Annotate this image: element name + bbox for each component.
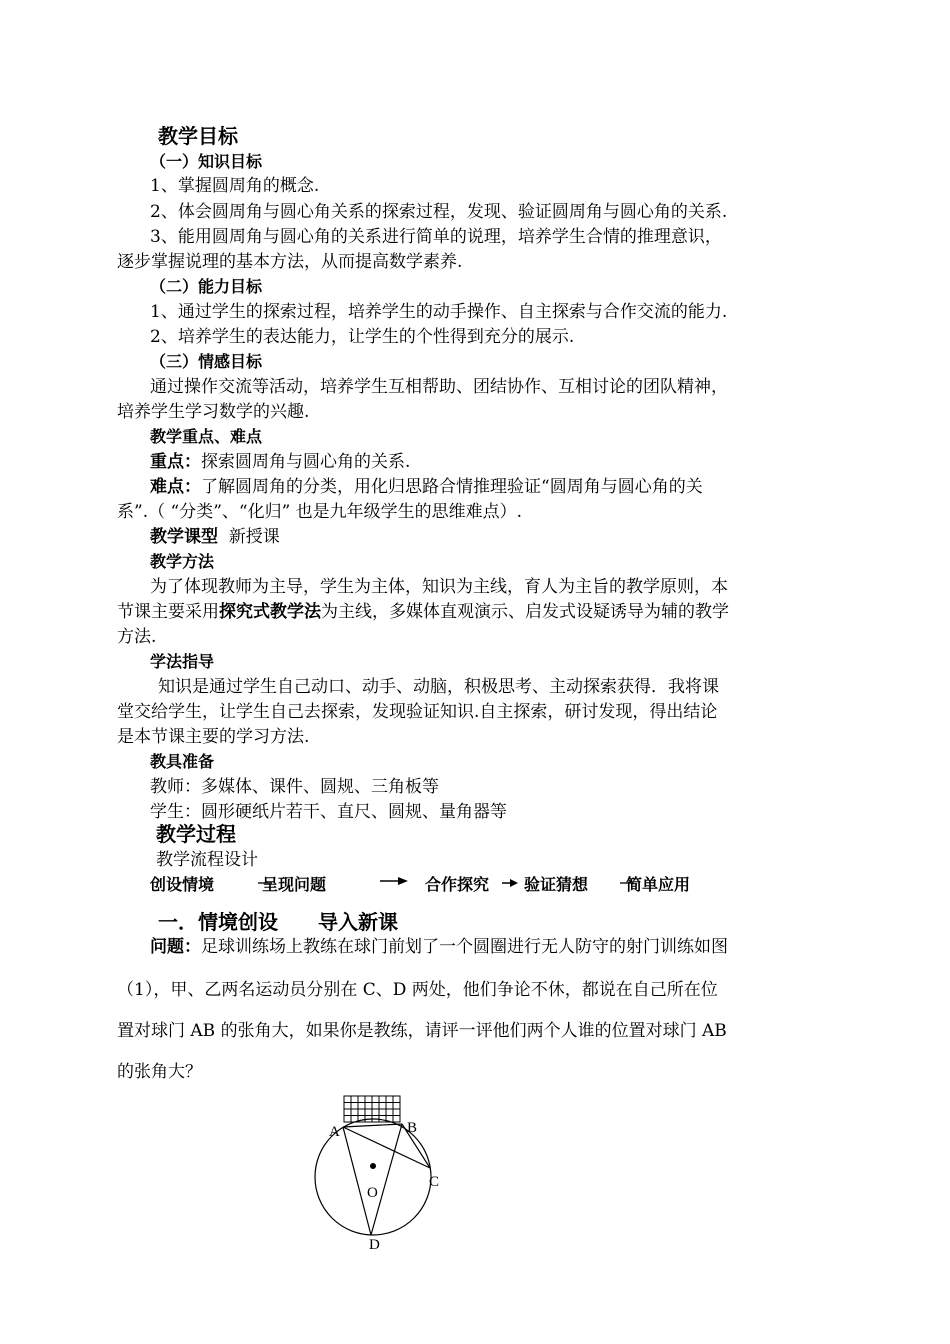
label-b: B [407,1120,418,1136]
knowledge-item-3b: 逐步掌握说理的基本方法，从而提高数学素养. [117,252,463,272]
center-dot [370,1163,376,1169]
flow-step-3: 合作探究 [425,875,490,894]
problem-label: 问题： [150,937,201,957]
label-a: A [329,1124,340,1140]
chord-ad [343,1127,371,1235]
flow-step-2: 呈现问题 [262,875,327,894]
flow-arrowhead-3 [510,879,518,887]
difficulty-label: 难点： [150,477,201,497]
label-o: O [367,1185,378,1201]
method-text-b-bold: 探究式教学法 [219,602,321,622]
lesson-type-value: 新授课 [228,527,280,547]
method-text-a: 为了体现教师为主导，学生为主体，知识为主线，育人为主旨的教学原则，本 [150,577,728,597]
problem-text-c: 置对球门 AB 的张角大，如果你是教练，请评一评他们两个人谁的位置对球门 AB [117,1021,727,1041]
ability-item-1: 1、通过学生的探索过程，培养学生的动手操作、自主探索与合作交流的能力. [150,302,728,322]
ability-item-2: 2、培养学生的表达能力，让学生的个性得到充分的展示. [150,327,575,347]
method-text-b-post: 为主线，多媒体直观演示、启发式设疑诱导为辅的教学 [321,602,729,622]
chord-ab [343,1124,402,1127]
emotion-text-a: 通过操作交流等活动，培养学生互相帮助、团结协作、互相讨论的团队精神， [150,377,728,397]
knowledge-item-2: 2、体会圆周角与圆心角关系的探索过程，发现、验证圆周角与圆心角的关系. [150,202,728,222]
flow-step-5: 简单应用 [626,875,691,894]
difficulty-text-a: 了解圆周角的分类，用化归思路合情推理验证“圆周角与圆心角的关 [201,477,703,497]
focus-label: 重点： [150,452,201,472]
problem-line-a [150,935,728,959]
objectives-title: 教学目标 [158,124,238,148]
problem-text-d: 的张角大？ [117,1062,202,1082]
flow-step-4: 验证猜想 [524,875,589,894]
chord-bd [371,1124,402,1235]
lesson-type-label: 教学课型 [150,527,218,547]
study-text-b: 堂交给学生，让学生自己去探索，发现验证知识.自主探索，研讨发现，得出结论 [117,702,718,722]
goal-net-icon [344,1096,400,1122]
focus-text: 探索圆周角与圆心角的关系. [201,452,411,472]
problem-text-b: （1），甲、乙两名运动员分别在 C、D 两处，他们争论不休，都说在自己所在位 [117,980,718,1000]
flow-arrowhead-2 [398,877,408,885]
label-c: C [429,1174,440,1190]
method-text-b-pre: 节课主要采用 [117,602,219,622]
study-text-a: 知识是通过学生自己动口、动手、动脑，积极思考、主动探索获得．我将课 [158,677,719,697]
study-text-c: 是本节课主要的学习方法. [117,727,310,747]
knowledge-item-1: 1、掌握圆周角的概念. [150,176,320,196]
tools-teacher: 教师：多媒体、课件、圆规、三角板等 [150,777,439,797]
tools-heading: 教具准备 [150,752,215,771]
process-sub: 教学流程设计 [156,850,258,870]
difficulty-text-b: 系”.（ “分类”、“化归” 也是九年级学生的思维难点）. [117,502,523,522]
section1-heading: 一．情境创设 导入新课 [158,910,398,934]
problem-text-a: 足球训练场上教练在球门前划了一个圆圈进行无人防守的射门训练如图 [201,937,728,957]
study-heading: 学法指导 [150,652,215,671]
knowledge-heading: （一）知识目标 [150,152,263,171]
tools-student: 学生：圆形硬纸片若干、直尺、圆规、量角器等 [150,802,507,822]
method-text-c: 方法. [117,627,157,647]
emotion-heading: （三）情感目标 [150,352,263,371]
ability-heading: （二）能力目标 [150,277,263,296]
knowledge-item-3a: 3、能用圆周角与圆心角的关系进行简单的说理，培养学生合情的推理意识， [150,227,722,247]
keypoints-heading: 教学重点、难点 [150,427,263,446]
flow-step-1: 创设情境 [150,875,215,894]
emotion-text-b: 培养学生学习数学的兴趣. [117,402,310,422]
circle-figure [300,1090,480,1260]
label-d: D [369,1237,380,1253]
method-heading: 教学方法 [150,552,215,571]
process-heading: 教学过程 [156,822,236,846]
